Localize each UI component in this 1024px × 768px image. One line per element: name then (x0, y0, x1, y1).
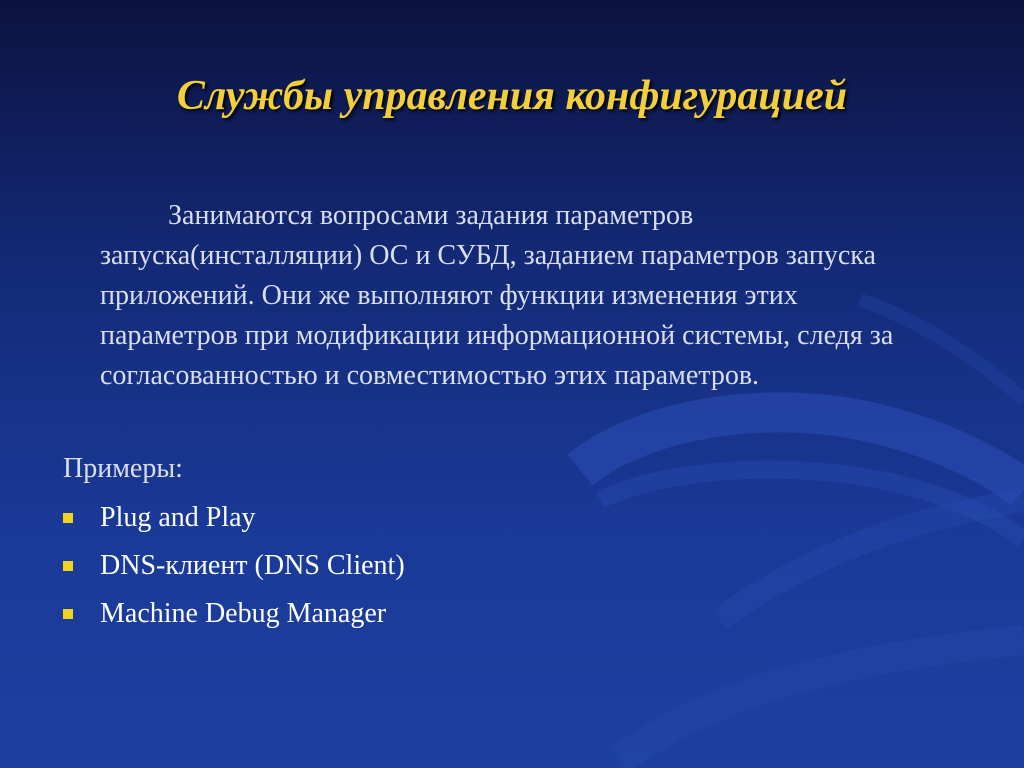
description-text: Занимаются вопросами задания параметров запуска(инсталляции) ОС и СУБД, заданием параметров запуска приложений. Они же выполняют функции изменения этих параметров при модификации информационной системы, следя за согласованностью и совместимостью этих параметров. (100, 200, 894, 391)
square-bullet-icon (63, 513, 73, 523)
slide-title: Службы управления конфигурацией (176, 73, 848, 119)
list-item (63, 498, 405, 546)
examples-label: Примеры: (63, 453, 183, 484)
example-label-plug-and-play: Plug and Play (100, 502, 256, 533)
description-paragraph (100, 196, 940, 396)
list-item (63, 546, 405, 594)
example-label-dns-client: DNS-клиент (DNS Client) (100, 550, 405, 581)
list-item (63, 594, 405, 642)
example-label-machine-debug-manager: Machine Debug Manager (100, 598, 387, 629)
examples-list (63, 498, 405, 642)
square-bullet-icon (63, 609, 73, 619)
square-bullet-icon (63, 561, 73, 571)
